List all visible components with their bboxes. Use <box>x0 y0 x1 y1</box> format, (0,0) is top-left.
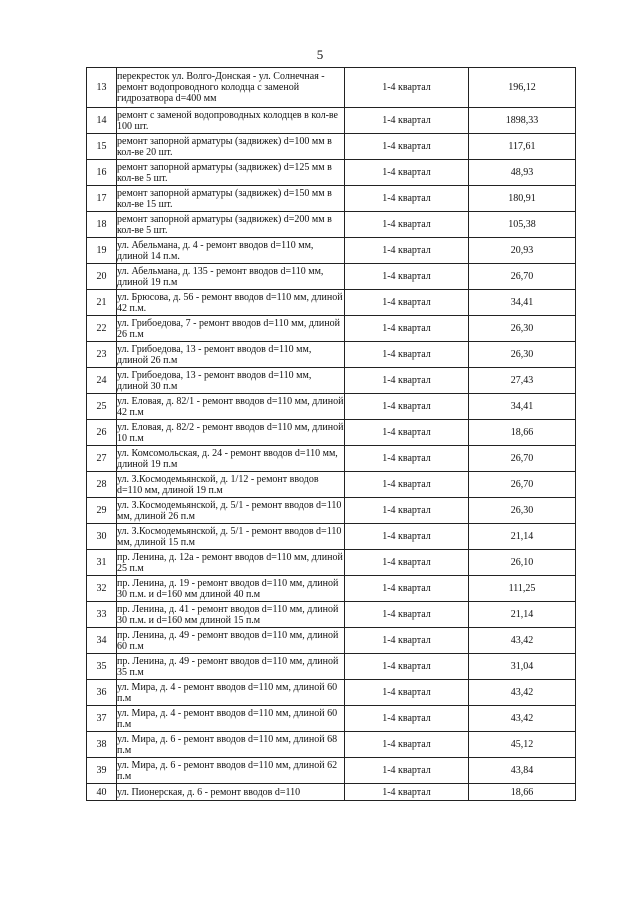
row-number: 34 <box>87 628 117 654</box>
work-description-cell <box>117 472 345 498</box>
table-body <box>87 68 576 801</box>
amount: 26,70 <box>469 446 576 472</box>
work-description: пр. Ленина, д. 19 - ремонт вводов d=110 мм, длиной 30 п.м. и d=160 мм длиной 40 п.м <box>117 577 339 600</box>
row-number: 21 <box>87 290 117 316</box>
amount: 43,84 <box>469 758 576 784</box>
work-description: ул. З.Космодемьянской, д. 5/1 - ремонт вводов d=110 мм, длиной 15 п.м <box>117 525 342 548</box>
table-row <box>87 680 576 706</box>
work-description-cell <box>117 368 345 394</box>
amount: 31,04 <box>469 654 576 680</box>
work-description-cell <box>117 160 345 186</box>
period: 1-4 квартал <box>345 628 469 654</box>
period: 1-4 квартал <box>345 160 469 186</box>
amount: 26,30 <box>469 316 576 342</box>
work-description-cell <box>117 732 345 758</box>
period: 1-4 квартал <box>345 576 469 602</box>
table-row <box>87 628 576 654</box>
amount: 43,42 <box>469 628 576 654</box>
work-description: ул. Мира, д. 4 - ремонт вводов d=110 мм, длиной 60 п.м <box>117 707 338 730</box>
period: 1-4 квартал <box>345 680 469 706</box>
work-description-cell <box>117 290 345 316</box>
work-description-cell <box>117 654 345 680</box>
work-description: ул. Еловая, д. 82/2 - ремонт вводов d=110 мм, длиной 10 п.м <box>117 421 344 444</box>
table-row <box>87 654 576 680</box>
table-row <box>87 732 576 758</box>
row-number: 22 <box>87 316 117 342</box>
row-number: 27 <box>87 446 117 472</box>
row-number: 36 <box>87 680 117 706</box>
table-row <box>87 472 576 498</box>
amount: 26,70 <box>469 472 576 498</box>
period: 1-4 квартал <box>345 394 469 420</box>
period: 1-4 квартал <box>345 654 469 680</box>
amount: 21,14 <box>469 524 576 550</box>
amount: 196,12 <box>469 68 576 108</box>
work-description-cell <box>117 264 345 290</box>
period: 1-4 квартал <box>345 134 469 160</box>
table-row <box>87 498 576 524</box>
table-row <box>87 108 576 134</box>
period: 1-4 квартал <box>345 524 469 550</box>
period: 1-4 квартал <box>345 602 469 628</box>
period: 1-4 квартал <box>345 420 469 446</box>
work-description: ул. Мира, д. 6 - ремонт вводов d=110 мм, длиной 68 п.м <box>117 733 338 756</box>
work-description: ремонт запорной арматуры (задвижек) d=150 мм в кол-ве 15 шт. <box>117 187 332 210</box>
row-number: 29 <box>87 498 117 524</box>
row-number: 23 <box>87 342 117 368</box>
period: 1-4 квартал <box>345 706 469 732</box>
work-description-cell <box>117 134 345 160</box>
work-description-cell <box>117 576 345 602</box>
amount: 43,42 <box>469 680 576 706</box>
period: 1-4 квартал <box>345 290 469 316</box>
row-number: 24 <box>87 368 117 394</box>
work-description-cell <box>117 706 345 732</box>
page-number: 5 <box>316 47 324 62</box>
table-row <box>87 550 576 576</box>
row-number: 25 <box>87 394 117 420</box>
work-description: пр. Ленина, д. 12а - ремонт вводов d=110 мм, длиной 25 п.м <box>117 551 343 574</box>
work-description-cell <box>117 680 345 706</box>
table-row <box>87 420 576 446</box>
period: 1-4 квартал <box>345 550 469 576</box>
work-description: ул. Еловая, д. 82/1 - ремонт вводов d=110 мм, длиной 42 п.м <box>117 395 344 418</box>
period: 1-4 квартал <box>345 446 469 472</box>
table-row <box>87 446 576 472</box>
table-row <box>87 134 576 160</box>
amount: 26,70 <box>469 264 576 290</box>
period: 1-4 квартал <box>345 238 469 264</box>
table-row <box>87 576 576 602</box>
period: 1-4 квартал <box>345 758 469 784</box>
work-schedule-table <box>86 67 576 801</box>
work-description: ремонт запорной арматуры (задвижек) d=125 мм в кол-ве 5 шт. <box>117 161 332 184</box>
work-description-cell <box>117 342 345 368</box>
table-row <box>87 186 576 212</box>
table-row <box>87 706 576 732</box>
work-description-cell <box>117 68 345 108</box>
work-description: ул. З.Космодемьянской, д. 1/12 - ремонт вводов d=110 мм, длиной 19 п.м <box>117 473 319 496</box>
work-description-cell <box>117 446 345 472</box>
work-description-cell <box>117 758 345 784</box>
row-number: 38 <box>87 732 117 758</box>
work-description: перекресток ул. Волго-Донская - ул. Солнечная - ремонт водопроводного колодца с заменой гидрозатвора d=400 мм <box>117 71 325 104</box>
period: 1-4 квартал <box>345 498 469 524</box>
work-description: ремонт запорной арматуры (задвижек) d=100 мм в кол-ве 20 шт. <box>117 135 332 158</box>
row-number: 40 <box>87 784 117 801</box>
work-description-cell <box>117 550 345 576</box>
table-row <box>87 290 576 316</box>
amount: 180,91 <box>469 186 576 212</box>
row-number: 14 <box>87 108 117 134</box>
work-description-cell <box>117 186 345 212</box>
amount: 1898,33 <box>469 108 576 134</box>
period: 1-4 квартал <box>345 108 469 134</box>
work-description: ул. Пионерская, д. 6 - ремонт вводов d=110 <box>117 786 301 798</box>
amount: 26,30 <box>469 498 576 524</box>
amount: 117,61 <box>469 134 576 160</box>
work-description-cell <box>117 238 345 264</box>
work-description: ремонт с заменой водопроводных колодцев в кол-ве 100 шт. <box>117 109 338 132</box>
amount: 26,30 <box>469 342 576 368</box>
work-description: ул. Мира, д. 4 - ремонт вводов d=110 мм, длиной 60 п.м <box>117 681 338 704</box>
period: 1-4 квартал <box>345 68 469 108</box>
row-number: 20 <box>87 264 117 290</box>
row-number: 16 <box>87 160 117 186</box>
row-number: 19 <box>87 238 117 264</box>
work-description-cell <box>117 498 345 524</box>
row-number: 39 <box>87 758 117 784</box>
work-description: пр. Ленина, д. 49 - ремонт вводов d=110 мм, длиной 35 п.м <box>117 655 339 678</box>
period: 1-4 квартал <box>345 342 469 368</box>
amount: 18,66 <box>469 784 576 801</box>
table-row <box>87 342 576 368</box>
work-description: ул. Абельмана, д. 4 - ремонт вводов d=110 мм, длиной 14 п.м. <box>117 239 314 262</box>
work-description-cell <box>117 524 345 550</box>
table-row <box>87 784 576 801</box>
row-number: 26 <box>87 420 117 446</box>
amount: 43,42 <box>469 706 576 732</box>
work-description-cell <box>117 420 345 446</box>
row-number: 13 <box>87 68 117 108</box>
work-description: пр. Ленина, д. 49 - ремонт вводов d=110 мм, длиной 60 п.м <box>117 629 339 652</box>
work-description: ул. Мира, д. 6 - ремонт вводов d=110 мм, длиной 62 п.м <box>117 759 338 782</box>
amount: 48,93 <box>469 160 576 186</box>
amount: 45,12 <box>469 732 576 758</box>
row-number: 33 <box>87 602 117 628</box>
work-description-cell <box>117 628 345 654</box>
row-number: 18 <box>87 212 117 238</box>
period: 1-4 квартал <box>345 264 469 290</box>
period: 1-4 квартал <box>345 784 469 801</box>
table-row <box>87 524 576 550</box>
table-row <box>87 394 576 420</box>
row-number: 17 <box>87 186 117 212</box>
work-description: ул. Грибоедова, 7 - ремонт вводов d=110 мм, длиной 26 п.м <box>117 317 340 340</box>
period: 1-4 квартал <box>345 732 469 758</box>
row-number: 15 <box>87 134 117 160</box>
work-description: ул. Грибоедова, 13 - ремонт вводов d=110 мм, длиной 30 п.м <box>117 369 312 392</box>
table-row <box>87 316 576 342</box>
row-number: 35 <box>87 654 117 680</box>
table-row <box>87 264 576 290</box>
work-description-cell <box>117 784 345 801</box>
table-row <box>87 758 576 784</box>
period: 1-4 квартал <box>345 316 469 342</box>
work-description: ул. Грибоедова, 13 - ремонт вводов d=110 мм, длиной 26 п.м <box>117 343 312 366</box>
amount: 20,93 <box>469 238 576 264</box>
period: 1-4 квартал <box>345 368 469 394</box>
work-description: ремонт запорной арматуры (задвижек) d=200 мм в кол-ве 5 шт. <box>117 213 332 236</box>
amount: 34,41 <box>469 290 576 316</box>
row-number: 30 <box>87 524 117 550</box>
work-description-cell <box>117 212 345 238</box>
work-description: пр. Ленина, д. 41 - ремонт вводов d=110 мм, длиной 30 п.м. и d=160 мм длиной 15 п.м <box>117 603 339 626</box>
amount: 34,41 <box>469 394 576 420</box>
work-description: ул. Комсомольская, д. 24 - ремонт вводов d=110 мм, длиной 19 п.м <box>117 447 338 470</box>
table-row <box>87 368 576 394</box>
work-description: ул. Брюсова, д. 56 - ремонт вводов d=110 мм, длиной 42 п.м. <box>117 291 343 314</box>
work-description-cell <box>117 394 345 420</box>
period: 1-4 квартал <box>345 186 469 212</box>
amount: 27,43 <box>469 368 576 394</box>
work-description-cell <box>117 108 345 134</box>
row-number: 32 <box>87 576 117 602</box>
table-row <box>87 68 576 108</box>
period: 1-4 квартал <box>345 472 469 498</box>
work-description: ул. З.Космодемьянской, д. 5/1 - ремонт вводов d=110 мм, длиной 26 п.м <box>117 499 342 522</box>
table-row <box>87 238 576 264</box>
row-number: 28 <box>87 472 117 498</box>
row-number: 37 <box>87 706 117 732</box>
work-description-cell <box>117 316 345 342</box>
work-description-cell <box>117 602 345 628</box>
amount: 111,25 <box>469 576 576 602</box>
amount: 26,10 <box>469 550 576 576</box>
table-row <box>87 602 576 628</box>
work-description: ул. Абельмана, д. 135 - ремонт вводов d=110 мм, длиной 19 п.м <box>117 265 324 288</box>
row-number: 31 <box>87 550 117 576</box>
amount: 21,14 <box>469 602 576 628</box>
table-row <box>87 160 576 186</box>
period: 1-4 квартал <box>345 212 469 238</box>
table-row <box>87 212 576 238</box>
amount: 105,38 <box>469 212 576 238</box>
amount: 18,66 <box>469 420 576 446</box>
